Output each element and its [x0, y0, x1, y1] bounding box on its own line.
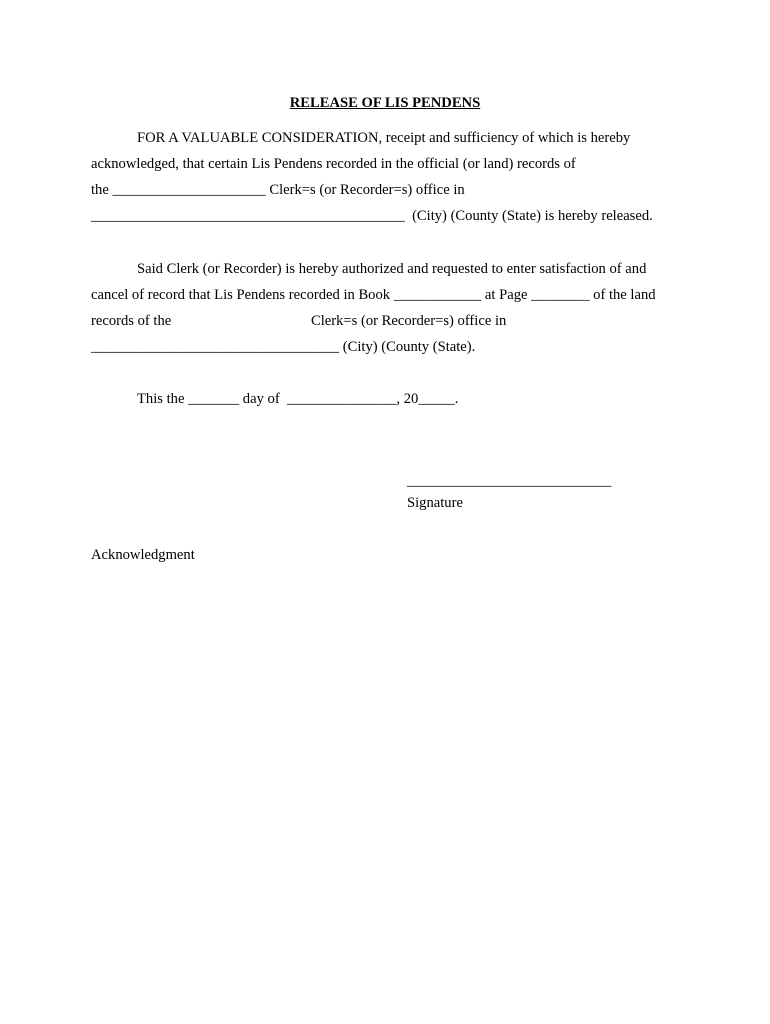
paragraph1-line4: ___________________________________________ (City) (County (State) is hereby released. [91, 208, 653, 224]
acknowledgment-heading: Acknowledgment [91, 547, 195, 563]
paragraph2-line3-end: Clerk=s (or Recorder=s) office in [311, 313, 507, 329]
paragraph1-line3: the _____________________ Clerk=s (or Recorder=s) office in [91, 182, 465, 198]
paragraph2-line4: __________________________________ (City) (County (State). [91, 339, 476, 355]
paragraph1-line1: FOR A VALUABLE CONSIDERATION, receipt and sufficiency of which is hereby [137, 130, 631, 146]
paragraph2-line1: Said Clerk (or Recorder) is hereby authorized and requested to enter satisfaction of and [137, 261, 647, 277]
paragraph2-line3-start: records of the [91, 313, 172, 329]
paragraph1-line2: acknowledged, that certain Lis Pendens recorded in the official (or land) records of [91, 156, 576, 172]
date-line: This the _______ day of _______________, 20_____. [137, 391, 459, 407]
signature-line: ____________________________ [407, 473, 612, 489]
document-title: RELEASE OF LIS PENDENS [289, 95, 481, 111]
signature-label: Signature [407, 495, 463, 511]
paragraph2-line2: cancel of record that Lis Pendens recorded in Book ____________ at Page ________ of the land [91, 287, 656, 303]
